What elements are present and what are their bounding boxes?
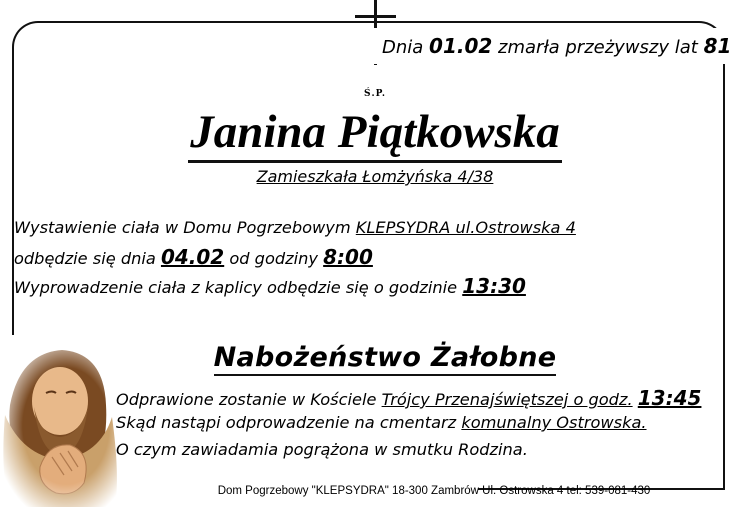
address-block (0, 167, 750, 186)
viewing-text: Wystawienie ciała w Domu Pogrzebowym (14, 218, 351, 237)
sp-abbreviation: Ś.P. (363, 89, 387, 99)
mass-line-2 (116, 413, 647, 432)
deceased-name: Janina Piątkowska (188, 106, 562, 163)
viewing-line-2 (14, 245, 373, 269)
service-title-block (0, 342, 750, 373)
funeral-home-footer: Dom Pogrzebowy "KLEPSYDRA" 18-300 Zambrów Ul. Ostrowska 4 tel: 539-081-430 (217, 485, 651, 497)
death-date-line (372, 28, 731, 64)
cemetery-name: komunalny Ostrowska. (461, 413, 647, 432)
address: Zamieszkała Łomżyńska 4/38 (256, 167, 494, 186)
header-prefix: Dnia (382, 37, 424, 58)
funeral-home-address: KLEPSYDRA ul.Ostrowska 4 (355, 218, 576, 237)
death-date: 01.02 (429, 34, 493, 58)
viewing-time: 8:00 (323, 245, 373, 269)
procession-time: 13:30 (462, 274, 526, 298)
cemetery-label: Skąd nastąpi odprowadzenie na cmentarz (116, 413, 457, 432)
viewing-time-label: od godziny (229, 249, 318, 268)
viewing-date-label: odbędzie się dnia (14, 249, 156, 268)
mass-church-label: Odprawione zostanie w Kościele (116, 390, 377, 409)
mass-line-3 (116, 440, 528, 459)
viewing-date: 04.02 (160, 245, 225, 269)
mass-line-1 (116, 386, 701, 410)
family-notice: O czym zawiadamia pogrążona w smutku Rodzina. (116, 440, 528, 459)
deceased-name-block (0, 106, 750, 163)
procession-label: Wyprowadzenie ciała z kaplicy odbędzie się o godzinie (14, 278, 458, 297)
church-name: Trójcy Przenajświętszej o godz. (381, 390, 633, 409)
cross-icon-horizontal (355, 15, 396, 18)
viewing-line-1 (14, 218, 576, 237)
viewing-line-3 (14, 274, 526, 298)
age-value: 81 (703, 34, 732, 58)
service-title: Nabożeństwo Żałobne (214, 342, 557, 376)
mass-time: 13:45 (637, 386, 702, 410)
header-middle: zmarła przeżywszy lat (498, 37, 698, 58)
